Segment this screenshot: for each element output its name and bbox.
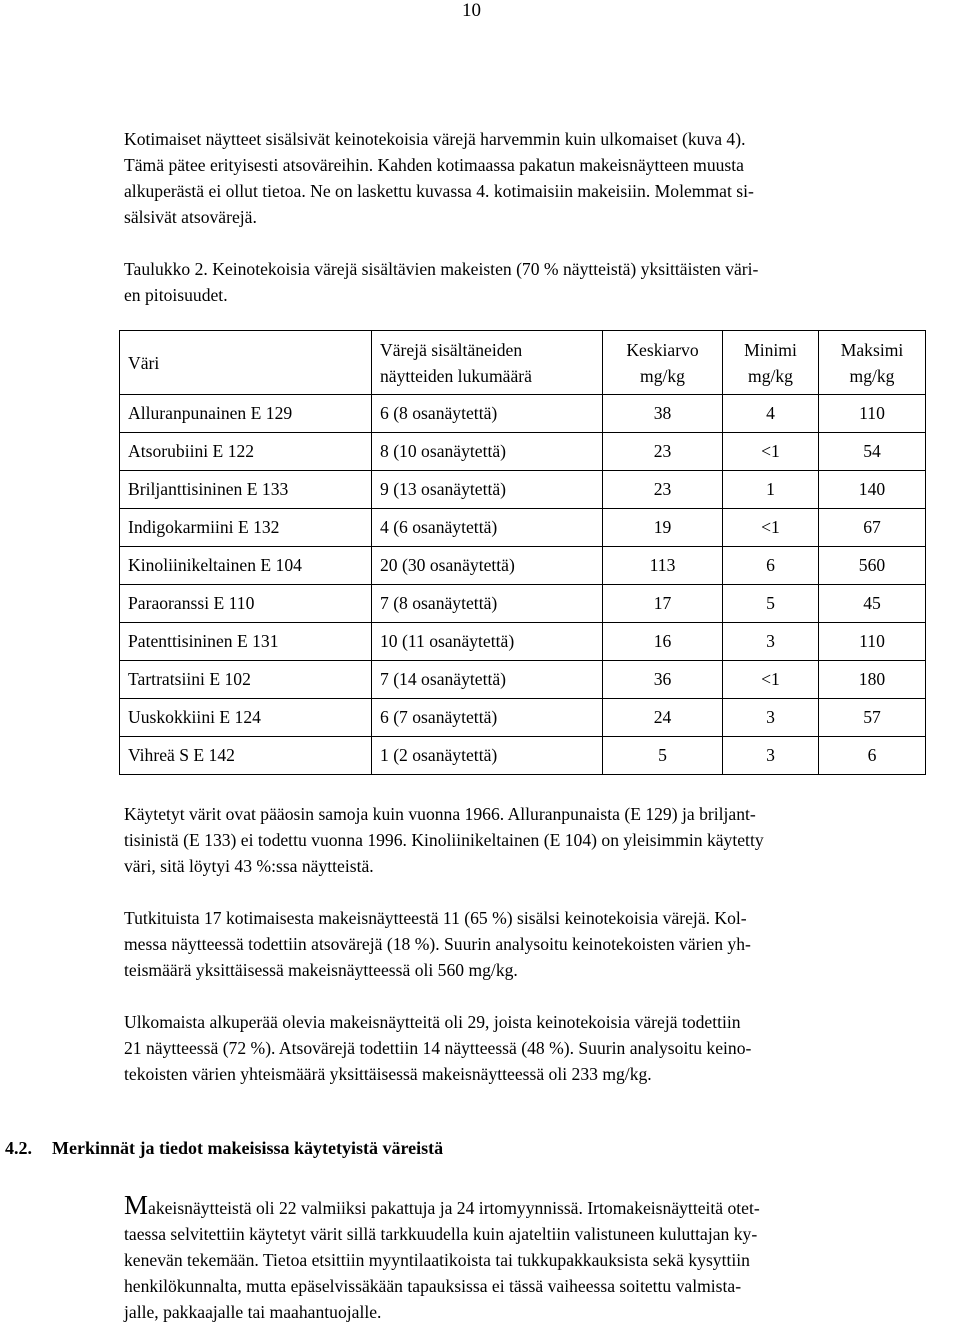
cell-sample-count: 6 (7 osanäytettä) [372, 699, 603, 737]
cell-sample-count: 8 (10 osanäytettä) [372, 433, 603, 471]
cell-min: 5 [723, 585, 819, 623]
table-row [120, 471, 926, 509]
cell-mean: 19 [603, 509, 723, 547]
cell-color: Atsorubiini E 122 [120, 433, 372, 471]
text-line: Käytetyt värit ovat pääosin samoja kuin vuonna 1966. Alluranpunaista (E 129) ja briljant- [124, 804, 756, 824]
table-row [120, 585, 926, 623]
header-text: mg/kg [748, 365, 793, 386]
cell-sample-count: 9 (13 osanäytettä) [372, 471, 603, 509]
cell-min: <1 [723, 661, 819, 699]
table-row [120, 509, 926, 547]
cell-color: Paraoranssi E 110 [120, 585, 372, 623]
cell-sample-count: 7 (8 osanäytettä) [372, 585, 603, 623]
text-line: messa näytteessä todettiin atsovärejä (18 %). Suurin analysoitu keinotekoisten värien yh- [124, 934, 751, 954]
cell-color: Briljanttisininen E 133 [120, 471, 372, 509]
drop-cap: M [124, 1190, 149, 1220]
cell-sample-count: 1 (2 osanäytettä) [372, 737, 603, 775]
header-max [819, 331, 926, 395]
text-line: en pitoisuudet. [124, 285, 228, 305]
cell-min: 3 [723, 737, 819, 775]
cell-max: 45 [819, 585, 926, 623]
cell-color: Kinoliinikeltainen E 104 [120, 547, 372, 585]
header-text: näytteiden lukumäärä [380, 365, 532, 386]
cell-max: 560 [819, 547, 926, 585]
cell-color: Indigokarmiini E 132 [120, 509, 372, 547]
paragraph-labelling [124, 1192, 944, 1325]
color-concentration-table [119, 330, 926, 775]
section-number: 4.2. [5, 1138, 32, 1158]
paragraph-foreign-samples [124, 1009, 944, 1087]
text-line: teismäärä yksittäisessä makeisnäytteessä oli 560 mg/kg. [124, 960, 518, 980]
cell-mean: 5 [603, 737, 723, 775]
text-line: tekoisten värien yhteismäärä yksittäisessä makeisnäytteessä oli 233 mg/kg. [124, 1064, 652, 1084]
header-text: Keskiarvo [626, 339, 699, 360]
text-line: Kotimaiset näytteet sisälsivät keinotekoisia värejä harvemmin kuin ulkomaiset (kuva 4). [124, 129, 746, 149]
cell-sample-count: 20 (30 osanäytettä) [372, 547, 603, 585]
header-text: mg/kg [849, 365, 895, 386]
table-row [120, 661, 926, 699]
cell-min: 3 [723, 623, 819, 661]
header-sample-count [372, 331, 603, 395]
cell-min: <1 [723, 433, 819, 471]
cell-color: Patenttisininen E 131 [120, 623, 372, 661]
table-row [120, 395, 926, 433]
paragraph-domestic-samples [124, 905, 944, 983]
cell-max: 6 [819, 737, 926, 775]
cell-color: Tartratsiini E 102 [120, 661, 372, 699]
text-line: 21 näytteessä (72 %). Atsovärejä todettiin 14 näytteessä (48 %). Suurin analysoitu keino- [124, 1038, 752, 1058]
text-line: henkilökunnalta, mutta epäselvissäkään tapauksissa ei tässä vaiheessa soitettu valmista- [124, 1276, 742, 1296]
cell-min: 1 [723, 471, 819, 509]
cell-mean: 17 [603, 585, 723, 623]
cell-mean: 36 [603, 661, 723, 699]
text-line: Tämä pätee erityisesti atsoväreihin. Kahden kotimaassa pakatun makeisnäytteen muusta [124, 155, 744, 175]
text-line: Taulukko 2. Keinotekoisia värejä sisältävien makeisten (70 % näytteistä) yksittäisten väri- [124, 259, 759, 279]
cell-mean: 24 [603, 699, 723, 737]
header-min [723, 331, 819, 395]
table-header-row [120, 331, 926, 395]
cell-sample-count: 7 (14 osanäytettä) [372, 661, 603, 699]
cell-mean: 38 [603, 395, 723, 433]
cell-mean: 113 [603, 547, 723, 585]
cell-min: 6 [723, 547, 819, 585]
text-line: taessa selvitettiin käytetyt värit sillä tarkkuudella kuin ajateltiin valistuneen kuluttajan ky- [124, 1224, 758, 1244]
cell-max: 110 [819, 623, 926, 661]
text-line: Tutkituista 17 kotimaisesta makeisnäytteestä 11 (65 %) sisälsi keinotekoisia värejä. Kol- [124, 908, 747, 928]
cell-min: <1 [723, 509, 819, 547]
text-line: väri, sitä löytyi 43 %:ssa näytteistä. [124, 856, 374, 876]
cell-color: Uuskokkiini E 124 [120, 699, 372, 737]
cell-mean: 23 [603, 433, 723, 471]
first-line-text: akeisnäytteistä oli 22 valmiiksi pakattuja ja 24 irtomyynnissä. Irtomakeisnäytteitä otet- [148, 1198, 760, 1218]
paragraph-colors-used [124, 801, 944, 879]
cell-sample-count: 6 (8 osanäytettä) [372, 395, 603, 433]
text-line: tisinistä (E 133) ei todettu vuonna 1996. Kinoliinikeltainen (E 104) on yleisimmin käytetty [124, 830, 764, 850]
cell-max: 67 [819, 509, 926, 547]
text-line: alkuperästä ei ollut tietoa. Ne on laskettu kuvassa 4. kotimaisiin makeisiin. Molemmat si- [124, 181, 754, 201]
table-caption [124, 256, 944, 308]
cell-max: 140 [819, 471, 926, 509]
cell-mean: 23 [603, 471, 723, 509]
header-text: Minimi [744, 339, 797, 360]
cell-mean: 16 [603, 623, 723, 661]
table-row [120, 433, 926, 471]
table-row [120, 547, 926, 585]
header-text: Väri [128, 352, 160, 373]
text-line: kenevän tekemään. Tietoa etsittiin myyntilaatikoista tai tukkupakkauksista sekä kysyttiin [124, 1250, 750, 1270]
cell-sample-count: 10 (11 osanäytettä) [372, 623, 603, 661]
text-line: sälsivät atsovärejä. [124, 207, 257, 227]
cell-max: 180 [819, 661, 926, 699]
header-text: Värejä sisältäneiden [380, 339, 523, 360]
table-row [120, 737, 926, 775]
header-color [120, 331, 372, 395]
page-number: 10 [462, 0, 481, 21]
intro-paragraph [124, 126, 944, 230]
cell-sample-count: 4 (6 osanäytettä) [372, 509, 603, 547]
cell-max: 110 [819, 395, 926, 433]
header-text: Maksimi [840, 339, 904, 360]
cell-max: 54 [819, 433, 926, 471]
header-text: mg/kg [640, 365, 685, 386]
cell-min: 4 [723, 395, 819, 433]
cell-color: Alluranpunainen E 129 [120, 395, 372, 433]
cell-min: 3 [723, 699, 819, 737]
header-mean [603, 331, 723, 395]
table-row [120, 623, 926, 661]
text-line: Ulkomaista alkuperää olevia makeisnäytteitä oli 29, joista keinotekoisia värejä todettiin [124, 1012, 741, 1032]
section-title: Merkinnät ja tiedot makeisissa käytetyistä väreistä [52, 1138, 444, 1158]
text-line: jalle, pakkaajalle tai maahantuojalle. [124, 1302, 382, 1322]
cell-color: Vihreä S E 142 [120, 737, 372, 775]
table-row [120, 699, 926, 737]
cell-max: 57 [819, 699, 926, 737]
text-line-first [124, 1192, 944, 1221]
